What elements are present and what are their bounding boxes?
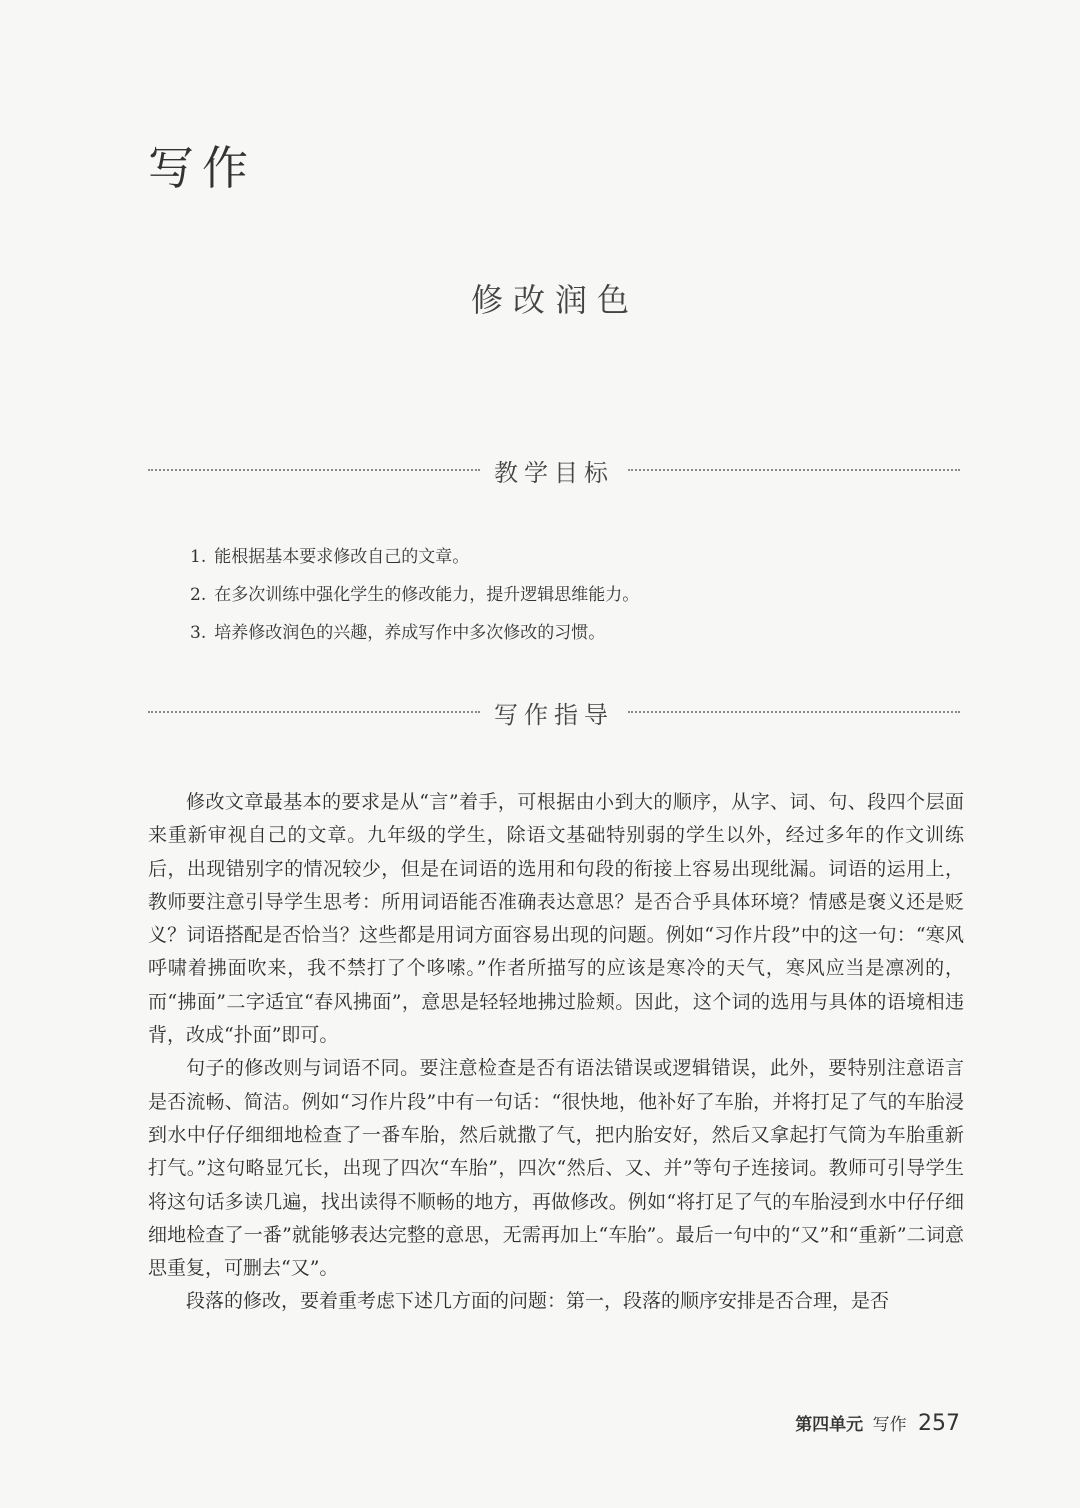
objective-item: [190, 614, 639, 652]
dotted-rule-left: [148, 469, 480, 471]
page-title: 写作: [148, 141, 256, 195]
guide-heading: 写作指导: [494, 700, 614, 729]
objective-item: [190, 538, 639, 576]
dotted-rule-left: [148, 711, 480, 713]
footer-section: 写作: [872, 1415, 907, 1435]
objectives-section-header: [148, 450, 960, 490]
guide-section-header: [148, 692, 960, 732]
objectives-heading: 教学目标: [494, 458, 614, 487]
guide-paragraph: 段落的修改，要着重考虑下述几方面的问题：第一，段落的顺序安排是否合理，是否: [186, 1290, 890, 1313]
objectives-list: [190, 538, 639, 652]
objective-number: 2.: [190, 585, 207, 605]
page-footer: [795, 1410, 960, 1436]
guide-body: [148, 786, 964, 1319]
lesson-subtitle: 修改润色: [470, 281, 639, 319]
page-number: 257: [918, 1411, 960, 1436]
objective-text: 培养修改润色的兴趣，养成写作中多次修改的习惯。: [214, 623, 606, 643]
dotted-rule-right: [628, 711, 960, 713]
dotted-rule-right: [628, 469, 960, 471]
guide-paragraph: 句子的修改则与词语不同。要注意检查是否有语法错误或逻辑错误，此外，要特别注意语言是否流畅、简洁。例如“习作片段”中有一句话：“很快地，他补好了车胎，并将打足了气的车胎浸到水中仔仔细细地检查了一番车胎，然后就撒了气，把内胎安好，然后又拿起打气筒为车胎重新打气。”这句略显冗长，出现了四次“车胎”，四次“然后、又、并”等句子连接词。教师可引导学生将这句话多读几遍，找出读得不顺畅的地方，再做修改。例如“将打足了气的车胎浸到水中仔仔细细地检查了一番”就能够表达完整的意思，无需再加上“车胎”。最后一句中的“又”和“重新”二词意思重复，可删去“又”。: [148, 1057, 964, 1280]
objective-item: [190, 576, 639, 614]
objective-number: 3.: [190, 623, 207, 643]
objective-text: 能根据基本要求修改自己的文章。: [214, 547, 470, 567]
guide-paragraph: 修改文章最基本的要求是从“言”着手，可根据由小到大的顺序，从字、词、句、段四个层面来重新审视自己的文章。九年级的学生，除语文基础特别弱的学生以外，经过多年的作文训练后，出现错别字的情况较少，但是在词语的选用和句段的衔接上容易出现纰漏。词语的运用上，教师要注意引导学生思考：所用词语能否准确表达意思？是否合乎具体环境？情感是褒义还是贬义？词语搭配是否恰当？这些都是用词方面容易出现的问题。例如“习作片段”中的这一句：“寒风呼啸着拂面吹来，我不禁打了个哆嗦。”作者所描写的应该是寒冷的天气，寒风应当是凛冽的，而“拂面”二字适宜“春风拂面”，意思是轻轻地拂过脸颊。因此，这个词的选用与具体的语境相违背，改成“扑面”即可。: [148, 791, 964, 1047]
footer-unit: 第四单元: [795, 1415, 864, 1435]
objective-text: 在多次训练中强化学生的修改能力，提升逻辑思维能力。: [214, 585, 640, 605]
objective-number: 1.: [190, 547, 207, 567]
